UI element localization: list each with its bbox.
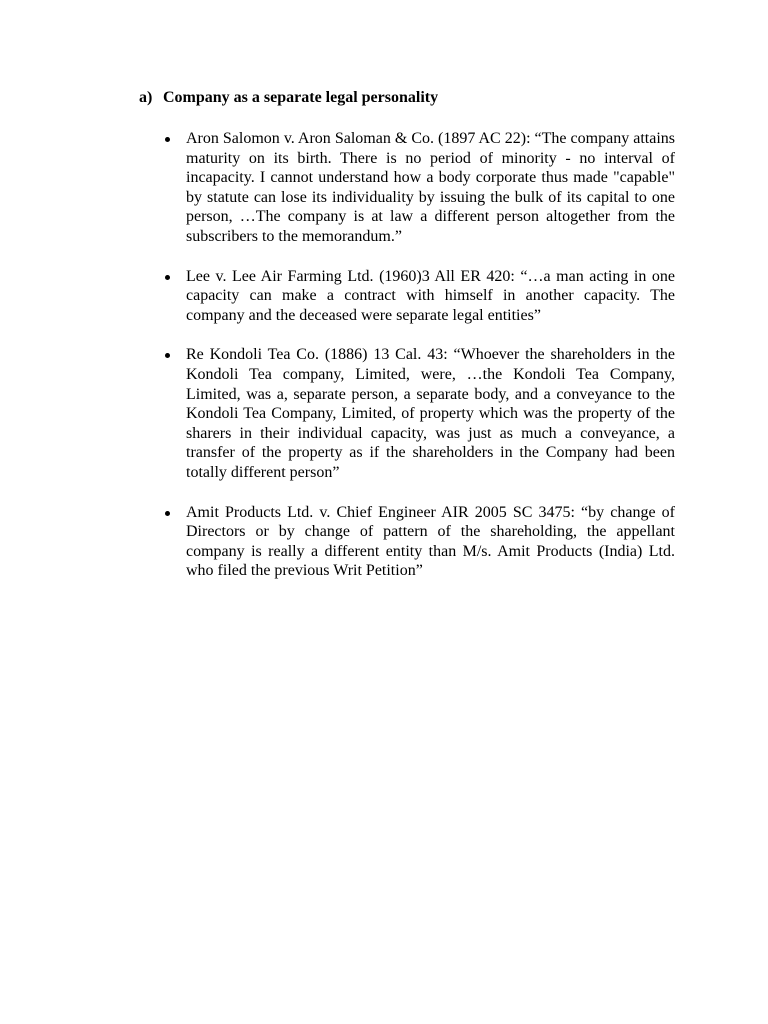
section-heading [139, 88, 438, 108]
bullet-icon [165, 137, 170, 142]
case-list [164, 129, 675, 601]
case-item-amit-products [164, 503, 675, 581]
case-item-salomon [164, 129, 675, 247]
case-text: Lee v. Lee Air Farming Ltd. (1960)3 All ER 420: “…a man acting in one capacity can make a contract with himself in another capacity. The company and the deceased were separate legal entities” [186, 267, 675, 324]
case-item-lee [164, 267, 675, 326]
case-text: Aron Salomon v. Aron Saloman & Co. (1897 AC 22): “The company attains maturity on its birth. There is no period of minority - no interval of incapacity. I cannot understand how a body corporate thus made "capable" by statute can lose its individuality by issuing the bulk of its capital to one person, …The company is at law a different person altogether from the subscribers to the memorandum.” [186, 130, 675, 245]
case-item-kondoli [164, 345, 675, 482]
case-text: Amit Products Ltd. v. Chief Engineer AIR 2005 SC 3475: “by change of Directors or by change of pattern of the shareholding, the appellant company is really a different entity than M/s. Amit Products (India) Ltd. who filed the previous Writ Petition” [186, 503, 675, 580]
bullet-icon [165, 353, 170, 358]
section-title: Company as a separate legal personality [163, 89, 439, 106]
section-marker: a) [139, 89, 153, 106]
bullet-icon [165, 275, 170, 280]
case-text: Re Kondoli Tea Co. (1886) 13 Cal. 43: “Whoever the shareholders in the Kondoli Tea company, Limited, were, …the Kondoli Tea Company, Limited, was a, separate person, a separate body, and a conveyance to the Kondoli Tea Company, Limited, of property which was the property of the sharers in their individual capacity, was just as much a conveyance, a transfer of the property as if the shareholders in the Company had been totally different person” [186, 346, 675, 481]
bullet-icon [165, 511, 170, 516]
